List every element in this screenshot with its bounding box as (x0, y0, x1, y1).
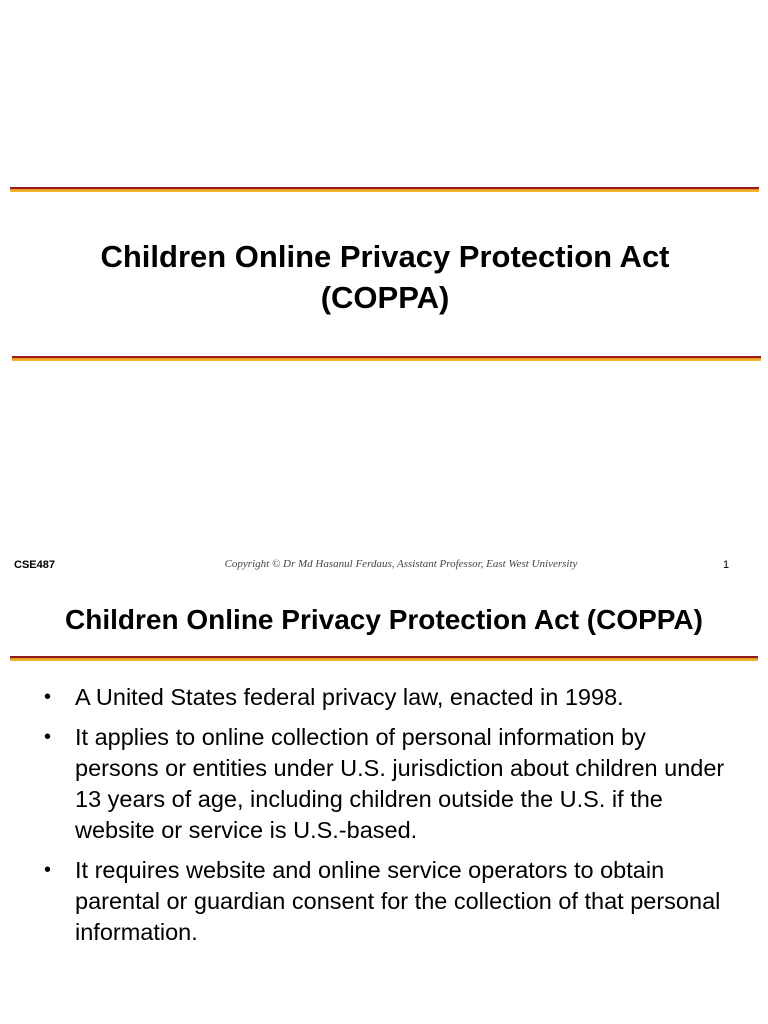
page-number: 1 (723, 559, 730, 571)
top-divider-rule (10, 187, 759, 192)
bullet-list (44, 682, 734, 957)
bullet-text: It requires website and online service operators to obtain parental or guardian consent for the collection of that personal information. (75, 857, 721, 945)
copyright-notice: Copyright © Dr Md Hasanul Ferdaus, Assistant Professor, East West University (224, 558, 578, 570)
slide-2-title: Children Online Privacy Protection Act (COPPA) (65, 604, 703, 635)
bullet-item (44, 855, 734, 948)
title-divider-rule (10, 656, 758, 661)
bullet-icon: • (44, 686, 52, 708)
bullet-text: A United States federal privacy law, enacted in 1998. (75, 684, 624, 710)
bullet-text: It applies to online collection of personal information by persons or entities under U.S. jurisdiction about children under 13 years of age, including children outside the U.S. if the website or service is U.S.-based. (75, 724, 725, 843)
slide-1-title: Children Online Privacy Protection Act (COPPA) (100, 239, 670, 315)
bottom-divider-rule (12, 356, 761, 361)
bullet-icon: • (44, 859, 52, 881)
bullet-item (44, 682, 734, 713)
slide-2 (0, 580, 768, 1024)
bullet-icon: • (44, 726, 52, 748)
course-code: CSE487 (14, 559, 55, 571)
bullet-item (44, 722, 734, 846)
slide-footer (0, 557, 768, 573)
